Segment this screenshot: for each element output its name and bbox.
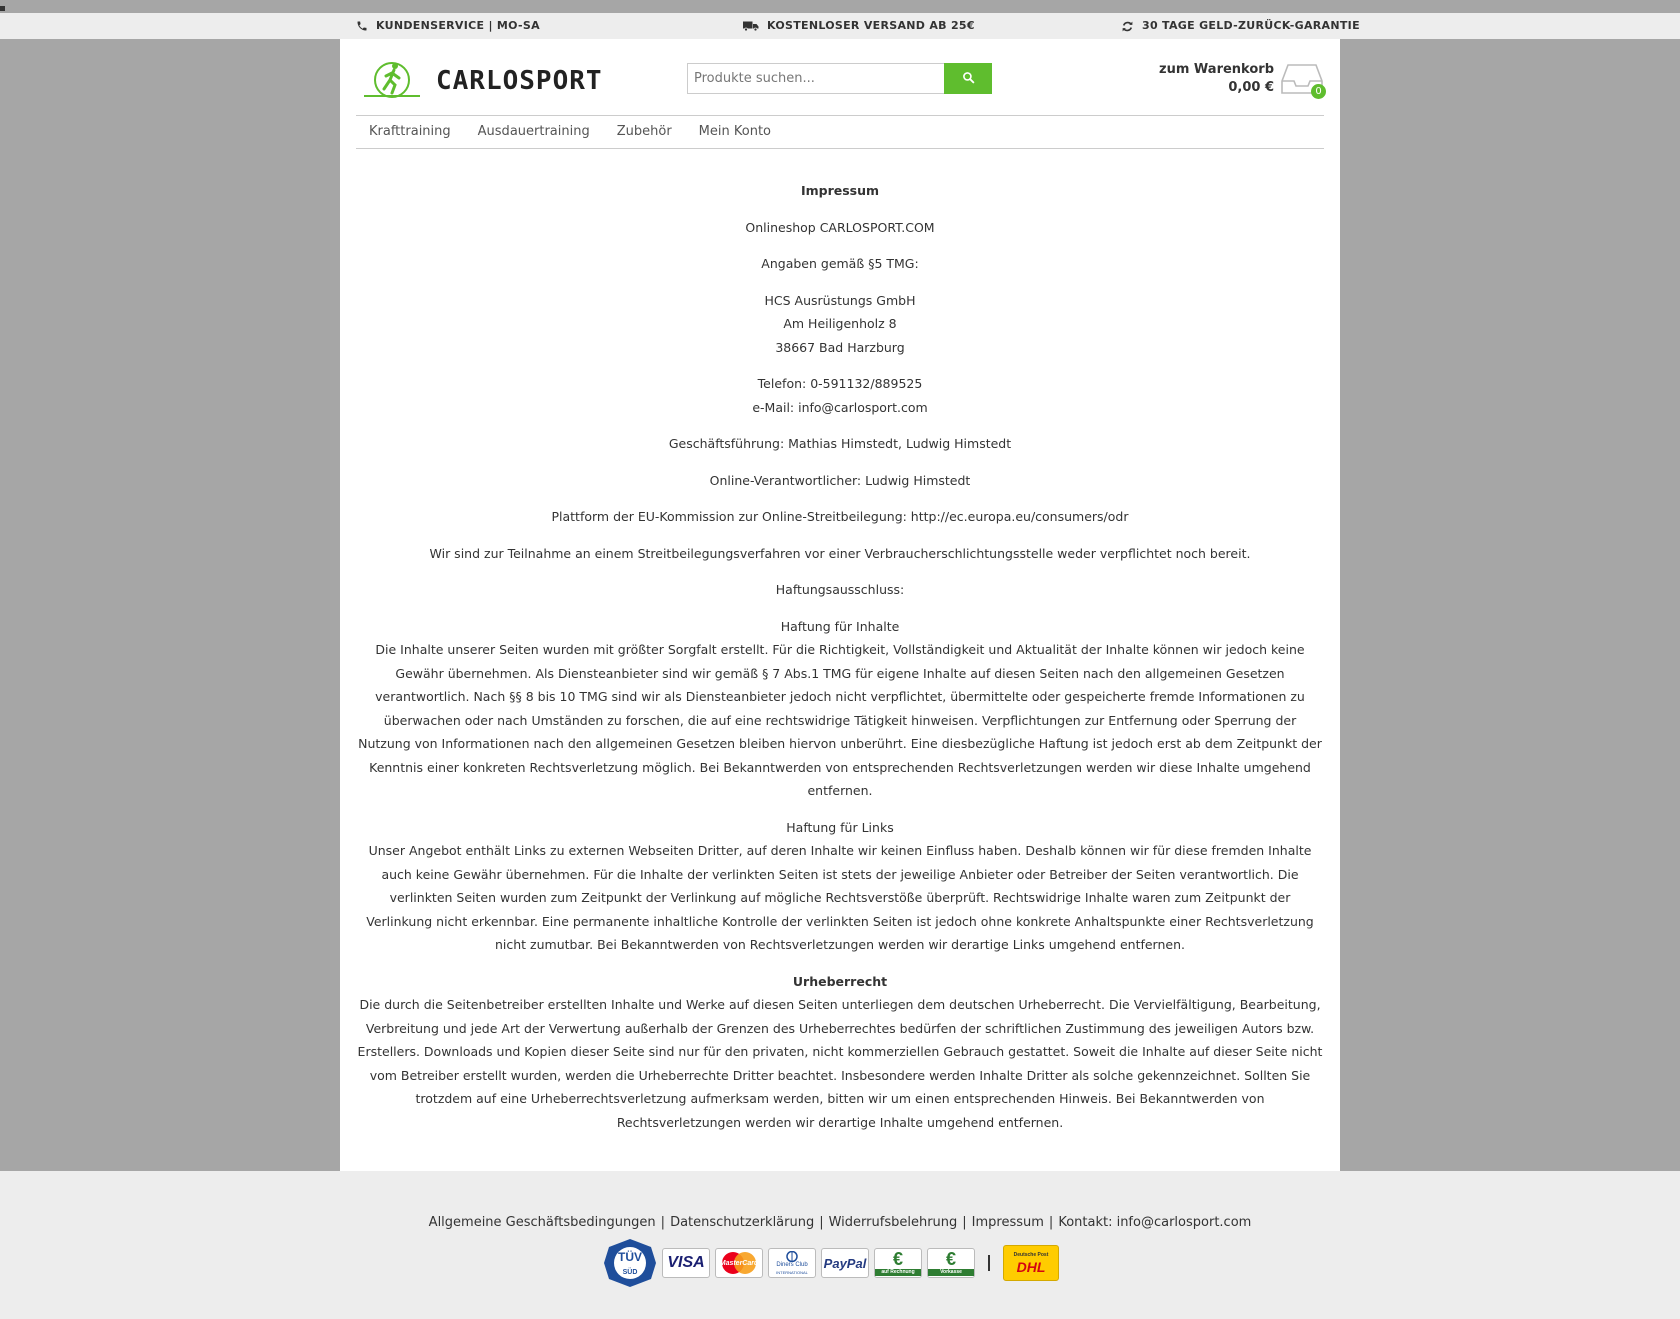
street-address: Am Heiligenholz 8 (783, 316, 897, 331)
footer-separator: | (660, 1215, 666, 1230)
diners-sub-label: INTERNATIONAL (776, 1269, 808, 1275)
visa-label: VISA (667, 1254, 705, 1271)
dhl-top-label: Deutsche Post (1013, 1251, 1049, 1258)
corner-mark (0, 6, 5, 11)
footer-separator: | (819, 1215, 824, 1230)
site-header (356, 39, 1324, 115)
logo-link[interactable] (362, 59, 603, 103)
site-footer (0, 1171, 1680, 1319)
shop-name: Onlineshop CARLOSPORT.COM (745, 219, 935, 235)
tmg-heading: Angaben gemäß §5 TMG: (761, 256, 919, 271)
visa-badge[interactable] (662, 1248, 710, 1278)
top-info-bar (0, 13, 1680, 39)
footer-links (0, 1215, 1680, 1230)
city-address: 38667 Bad Harzburg (775, 339, 905, 355)
invoice-label: auf Rechnung (875, 1269, 921, 1276)
prepayment-badge[interactable] (927, 1248, 975, 1278)
copyright-title: Urheberrecht (792, 973, 888, 989)
service-info (356, 13, 540, 39)
logo-text: CARLOSPORT (436, 66, 603, 96)
truck-icon (743, 20, 759, 32)
tuv-label: TÜV (618, 1250, 642, 1264)
paypal-badge[interactable] (821, 1248, 869, 1278)
cart-total: 0,00 € (1228, 80, 1274, 95)
copyright-text: Die durch die Seitenbetreiber erstellten Inhalte und Werke auf diesen Seiten unterliegen dem deutschen Urheberrecht. Die Vervielfältigung, Bearbeitung, Verbreitung und jede Art der Verwertung außerhalb der Grenzen des Urheberrechtes bedürfen der schriftlichen Zustimmung des jeweiligen Autors bzw. Erstellers. Downloads und Kopien dieser Seite sind nur für den privaten, nicht kommerziellen Gebrauch gestattet. Soweit die Inhalte auf dieser Seite nicht vom Betreiber erstellt wurden, werden die Urheberrechte Dritter beachtet. Insbesondere werden Inhalte Dritter als solche gekennzeichnet. Sollten Sie trotzdem auf eine Urheberrechtsverletzung aufmerksam werden, bitten wir um einen entsprechenden Hinweis. Bei Bekanntwerden von Rechtsverletzungen werden wir derartige Inhalte umgehend entfernen. (357, 997, 1323, 1130)
cart-count-badge: 0 (1311, 84, 1326, 99)
refresh-icon (1121, 20, 1134, 33)
browser-strip (0, 0, 1680, 13)
disclaimer-heading: Haftungsausschluss: (775, 582, 905, 597)
euro-icon: € (892, 1249, 903, 1269)
company-name: HCS Ausrüstungs GmbH (764, 292, 916, 308)
footer-link-datenschutz[interactable]: Datenschutzerklärung (670, 1215, 815, 1230)
diners-label: Diners Club (776, 1261, 808, 1268)
impressum-content (356, 179, 1324, 1147)
page-title: Impressum (800, 183, 880, 198)
mastercard-badge[interactable] (715, 1248, 763, 1278)
copyright-section (356, 970, 1324, 1135)
runner-logo-icon (362, 59, 422, 103)
cart-link[interactable] (1159, 59, 1324, 97)
footer-separator: | (1048, 1215, 1054, 1230)
phone-icon (356, 20, 368, 32)
contact-block (356, 372, 1324, 419)
cart-summary (1159, 61, 1274, 97)
invoice-badge[interactable] (874, 1248, 922, 1278)
search-button[interactable] (944, 63, 992, 94)
cart-icon (1280, 59, 1324, 97)
tuv-badge[interactable] (603, 1238, 657, 1288)
link-liability-text: Unser Angebot enthält Links zu externen Webseiten Dritter, auf deren Inhalte wir keinen Einfluss haben. Deshalb können wir für diese fremden Inhalte auch keine Gewähr übernehmen. Für die Inhalte der verlinkten Seiten ist stets der jeweilige Anbieter oder Betreiber der Seiten verantwortlich. Die verlinkten Seiten wurden zum Zeitpunkt der Verlinkung auf mögliche Rechtsverstöße überprüft. Rechtswidrige Inhalte waren zum Zeitpunkt der Verlinkung nicht erkennbar. Eine permanente inhaltliche Kontrolle der verlinkten Seiten ist jedoch ohne konkrete Anhaltspunkte einer Rechtsverletzung nicht zumutbar. Bei Bekanntwerden von Rechtsverletzungen werden wir derartige Links umgehend entfernen. (366, 843, 1314, 952)
euro-icon: € (945, 1249, 956, 1269)
shipping-info (743, 13, 975, 39)
footer-separator: | (962, 1215, 967, 1230)
content-liability-section (356, 615, 1324, 803)
service-text: KUNDENSERVICE | MO-SA (376, 19, 540, 32)
phone-number: Telefon: 0-591132/889525 (757, 376, 923, 391)
eu-platform: Plattform der EU-Kommission zur Online-Streitbeilegung: http://ec.europa.eu/consumers/odr (551, 509, 1129, 524)
paypal-label: PayPal (823, 1255, 867, 1271)
content-liability-text: Die Inhalte unserer Seiten wurden mit größter Sorgfalt erstellt. Für die Richtigkeit, Vollständigkeit und Aktualität der Inhalte können wir jedoch keine Gewähr übernehmen. Als Diensteanbieter sind wir gemäß § 7 Abs.1 TMG für eigene Inhalte auf diesen Seiten nach den allgemeinen Gesetzen verantwortlich. Nach §§ 8 bis 10 TMG sind wir als Diensteanbieter jedoch nicht verpflichtet, übermittelte oder gespeicherte fremde Informationen zu überwachen oder nach Umständen zu forschen, die auf eine rechtswidrige Tätigkeit hinweisen. Verpflichtungen zur Entfernung oder Sperrung der Nutzung von Informationen nach den allgemeinen Gesetzen bleiben hiervon unberührt. Eine diesbezügliche Haftung ist jedoch erst ab dem Zeitpunkt der Kenntnis einer konkreten Rechtsverletzung möglich. Bei Bekanntwerden von entsprechenden Rechtsverletzungen werden wir diese Inhalte umgehend entfernen. (358, 642, 1322, 798)
management: Geschäftsführung: Mathias Himstedt, Ludwig Himstedt (668, 436, 1012, 451)
trust-badges (603, 1238, 1059, 1288)
search-icon (962, 71, 975, 87)
dhl-badge[interactable] (1003, 1245, 1059, 1281)
footer-link-impressum[interactable]: Impressum (971, 1215, 1044, 1230)
online-responsible: Online-Verantwortlicher: Ludwig Himstedt (709, 472, 971, 488)
shipping-text: KOSTENLOSER VERSAND AB 25€ (767, 19, 975, 32)
prepayment-label: Vorkasse (928, 1269, 974, 1276)
dhl-label: DHL (1016, 1258, 1046, 1275)
guarantee-text: 30 TAGE GELD-ZURÜCK-GARANTIE (1142, 19, 1360, 32)
nav-item-ausdauertraining[interactable]: Ausdauertraining (477, 124, 590, 139)
tuv-sub-label: SÜD (622, 1269, 638, 1276)
search-input[interactable] (687, 63, 944, 94)
content-liability-title: Haftung für Inhalte (780, 618, 900, 634)
badge-divider (988, 1255, 990, 1271)
nav-item-zubehoer[interactable]: Zubehör (616, 124, 672, 139)
page-container (340, 39, 1340, 1171)
diners-badge[interactable] (768, 1248, 816, 1278)
main-nav (356, 115, 1324, 149)
cart-label: zum Warenkorb (1159, 62, 1274, 77)
footer-link-kontakt[interactable]: Kontakt: info@carlosport.com (1058, 1215, 1252, 1230)
nav-item-mein-konto[interactable]: Mein Konto (698, 124, 771, 139)
footer-link-widerruf[interactable]: Widerrufsbelehrung (828, 1215, 958, 1230)
dispute-notice: Wir sind zur Teilnahme an einem Streitbeilegungsverfahren vor einer Verbraucherschlichtungsstelle weder verpflichtet noch bereit. (429, 545, 1251, 561)
footer-link-agb[interactable]: Allgemeine Geschäftsbedingungen (428, 1215, 656, 1230)
nav-item-krafttraining[interactable]: Krafttraining (369, 124, 451, 139)
link-liability-section (356, 816, 1324, 957)
email-address: e-Mail: info@carlosport.com (752, 399, 928, 415)
guarantee-info (1121, 13, 1360, 39)
link-liability-title: Haftung für Links (786, 819, 894, 835)
mastercard-label: MasterCard (719, 1259, 759, 1267)
address-block (356, 289, 1324, 360)
search-form (687, 63, 992, 94)
